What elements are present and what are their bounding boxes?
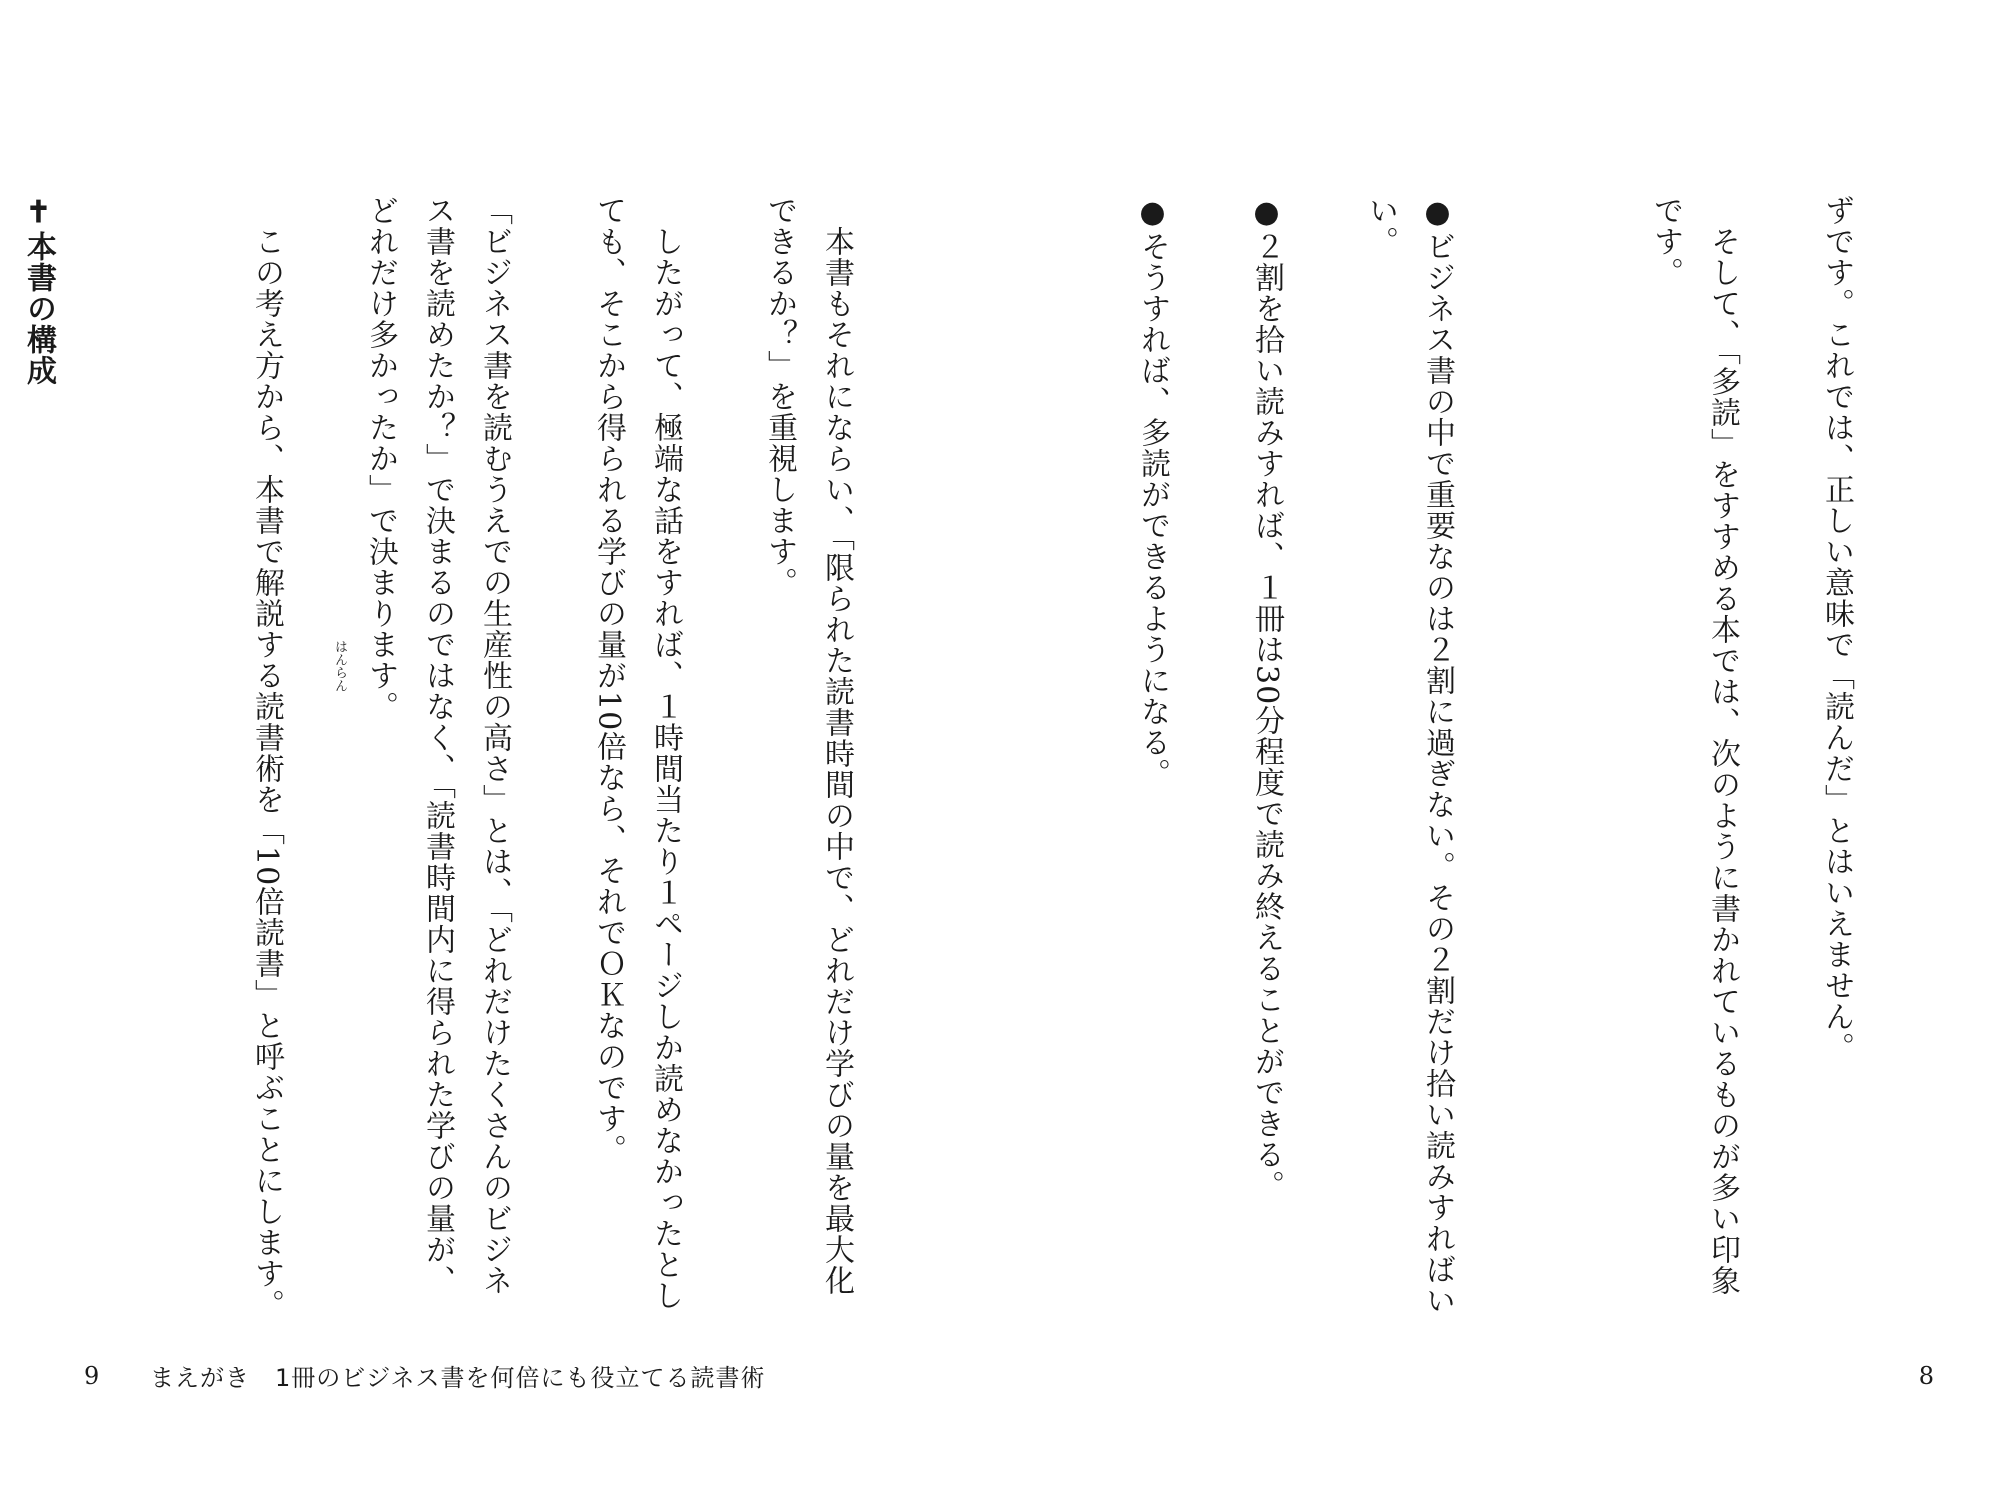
page-number: 8 bbox=[1918, 1362, 1934, 1390]
blank-line bbox=[124, 195, 181, 252]
paragraph: この考え方から、本書で解説する読書術を「10倍読書」と呼ぶことにします。 bbox=[249, 195, 284, 1321]
paragraph: したがって、極端な話をすれば、１時間当たり１ページしか読めなかったとしても、そこから得られる学びの量が10倍なら、それでＯＫなのです。 bbox=[591, 195, 683, 1311]
blank-line bbox=[1010, 195, 1067, 252]
right-page-body bbox=[1000, 195, 1922, 1325]
bullet-item: ●ビジネス書の中で重要なのは２割に過ぎない。その２割だけ拾い読みすればいい。 bbox=[1363, 195, 1455, 1316]
left-page-body bbox=[0, 195, 922, 1325]
paragraph: そして、「多読」をすすめる本では、次のように書かれているものが多い印象です。 bbox=[1648, 195, 1740, 1296]
blank-line bbox=[1523, 195, 1580, 252]
bullet-item: ●２割を拾い読みすれば、１冊は30分程度で読み終えることができる。 bbox=[1249, 195, 1284, 1202]
right-page bbox=[1000, 0, 2000, 1496]
ruby-annotation: はんらん bbox=[332, 640, 347, 692]
page-number: 9 bbox=[84, 1362, 100, 1390]
paragraph: 本書もそれにならい、「限られた読書時間の中で、どれだけ学びの量を最大化できるか？」を重視します。 bbox=[762, 195, 854, 1296]
section-heading: ✝本書の構成 bbox=[21, 195, 56, 386]
bullet-item: ●そうすれば、多読ができるようになる。 bbox=[1135, 195, 1170, 789]
running-head: まえがき 1冊のビジネス書を何倍にも役立てる読書術 bbox=[150, 1364, 766, 1392]
paragraph: ずです。これでは、正しい意味で「読んだ」とはいえません。 bbox=[1819, 195, 1854, 1063]
paragraph: 「ビジネス書を読むうえでの生産性の高さ」とは、「どれだけたくさんのビジネス書を読めたか？」で決まるのではなく、「読書時間内に得られた学びの量が、どれだけ多かったか」で決まります。 bbox=[363, 195, 512, 1296]
